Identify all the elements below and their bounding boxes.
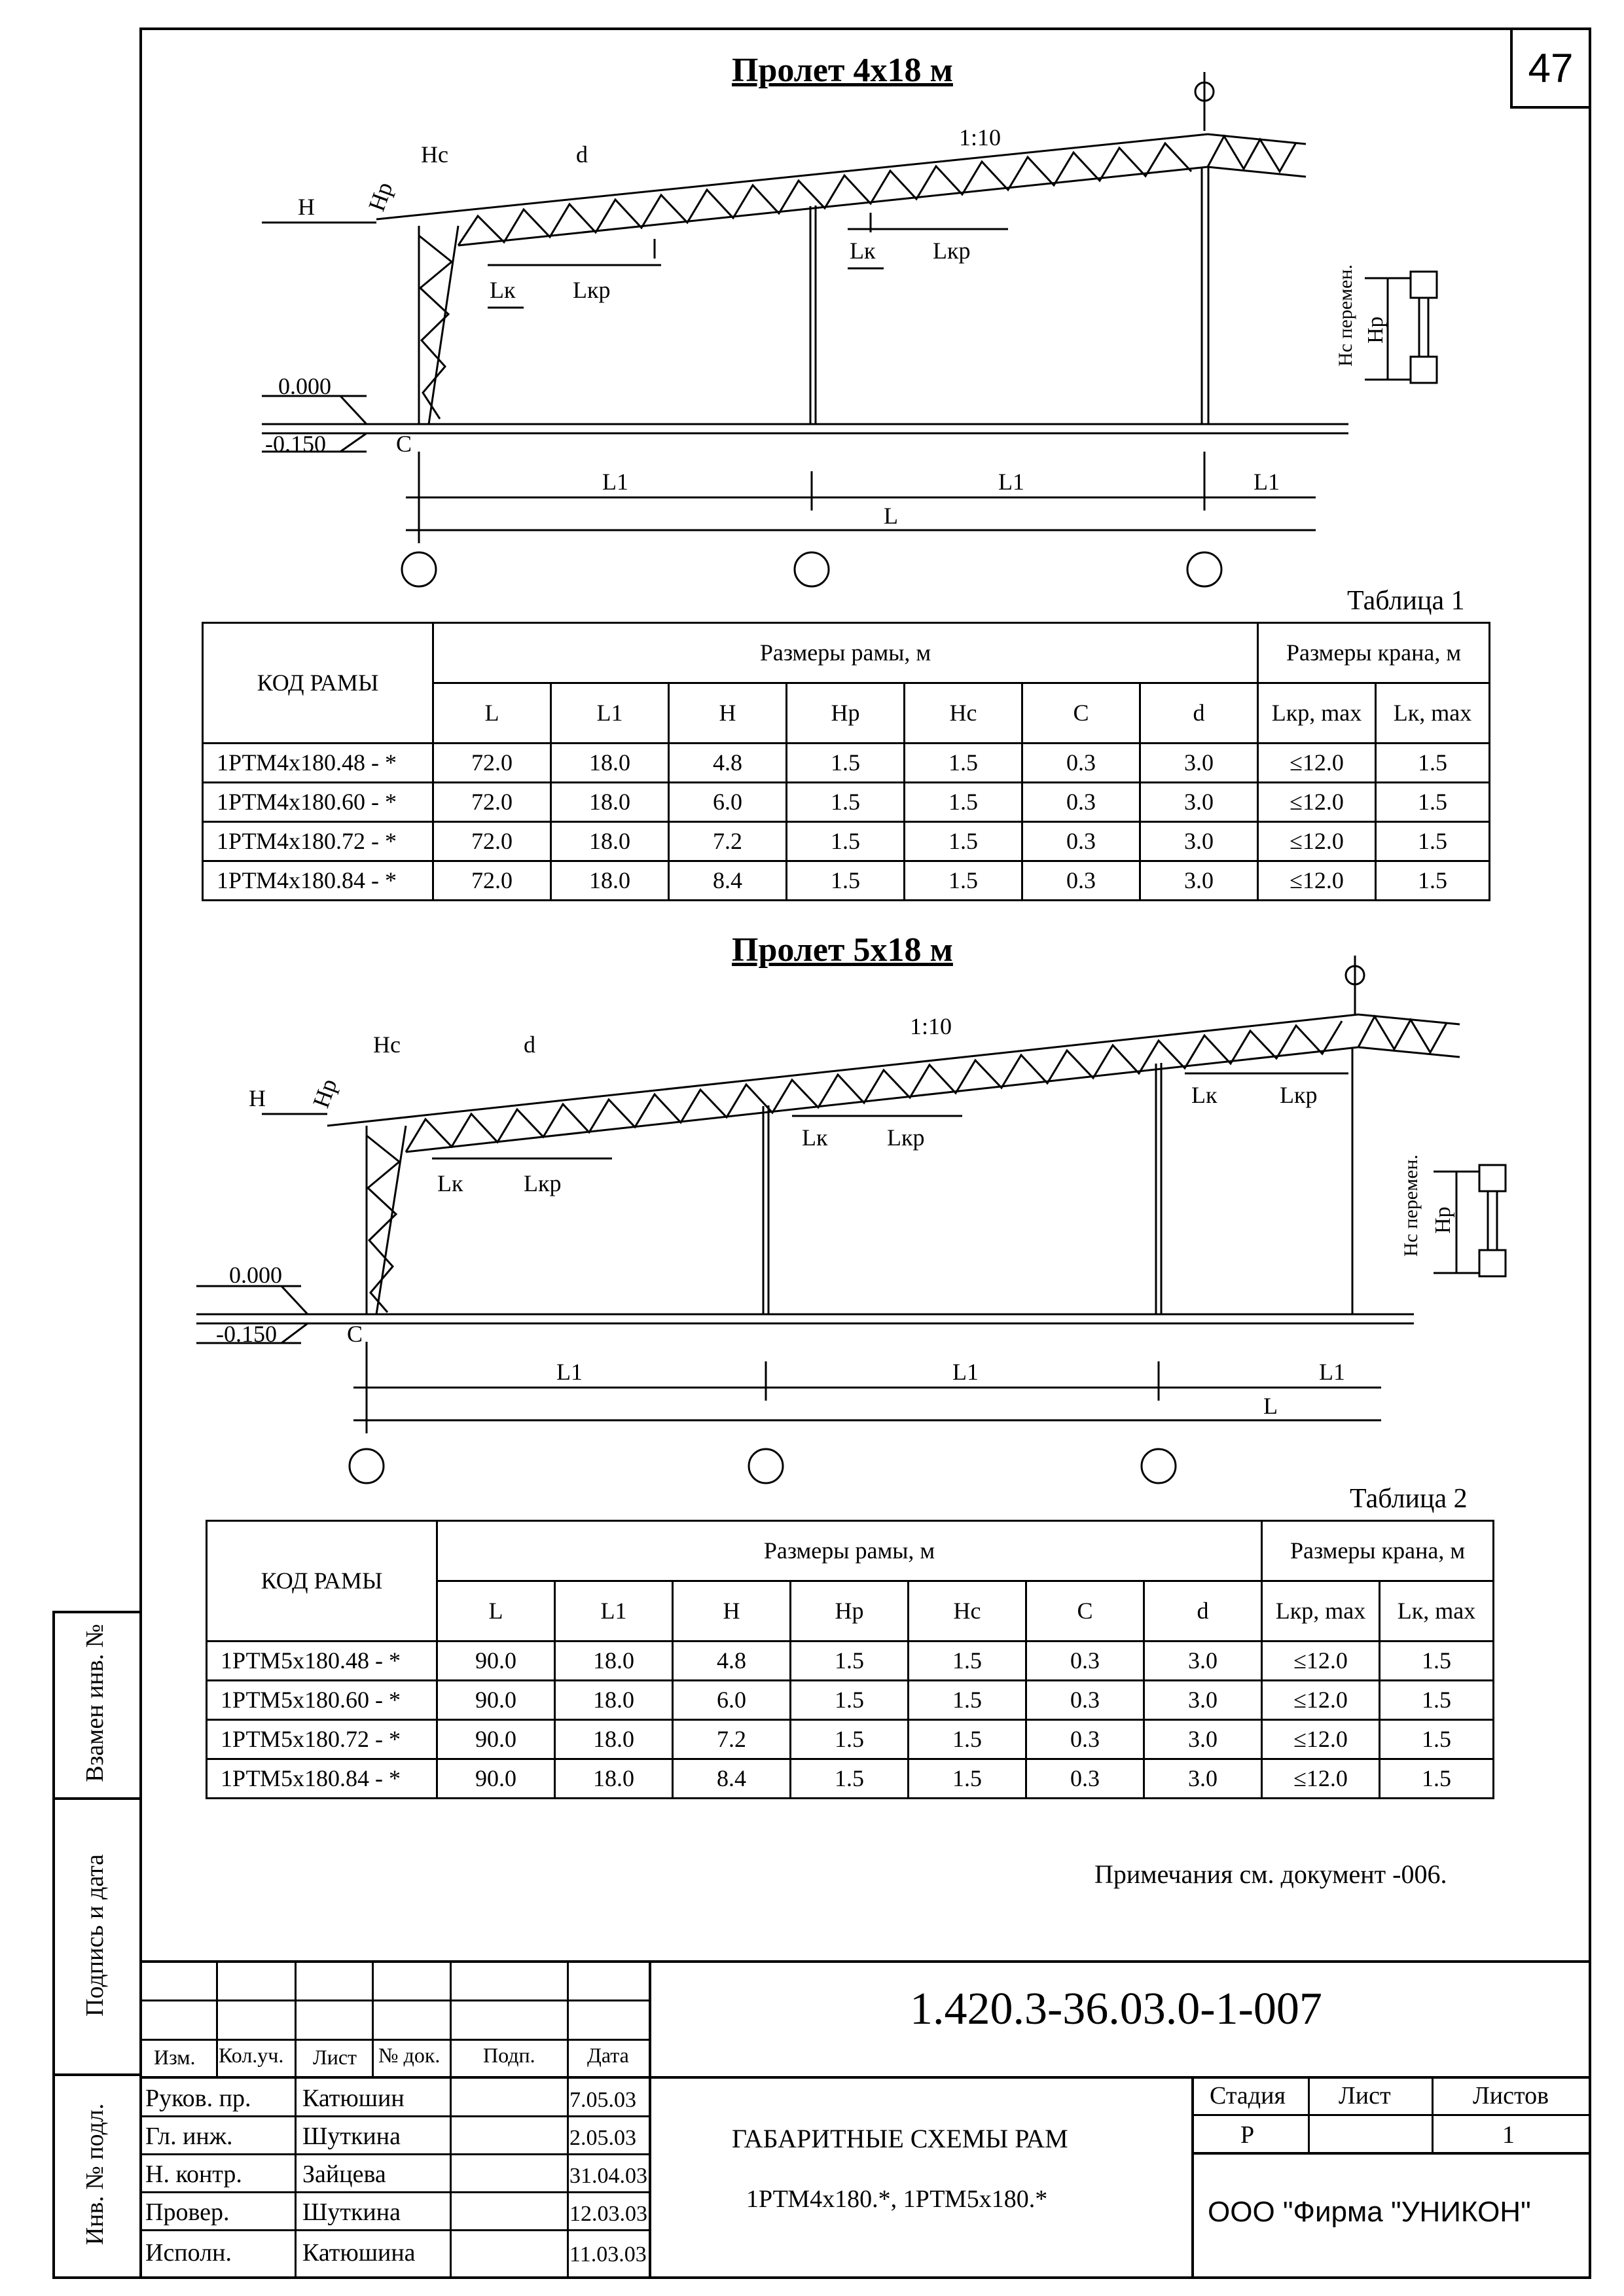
table-row: [203, 861, 1490, 901]
table-cell: 3.0: [1140, 822, 1258, 861]
l1-label-2a: L1: [556, 1359, 583, 1385]
table-cell: 1.5: [787, 744, 905, 783]
table2-col-Lkp: Lкр, max: [1262, 1581, 1380, 1641]
l-label-1: L: [884, 503, 898, 529]
hp-label-1: Нр: [363, 178, 398, 215]
section1-title: Пролет 4х18 м: [732, 52, 953, 89]
tb-line: [139, 2076, 1591, 2079]
table-cell: 1.5: [1380, 1720, 1494, 1759]
tb-line: [450, 1960, 452, 2279]
table-row: [203, 744, 1490, 783]
table-cell: 1.5: [905, 783, 1022, 822]
table-cell: 18.0: [551, 822, 669, 861]
table-cell: 1РТМ5х180.84 - *: [207, 1759, 437, 1799]
table-row: [207, 1759, 1494, 1799]
table-cell: 1.5: [787, 822, 905, 861]
table2-code-header: КОД РАМЫ: [207, 1521, 437, 1641]
table1-col-Lk: Lк, max: [1376, 683, 1490, 744]
table1-col-H: H: [669, 683, 787, 744]
table-row: [207, 1681, 1494, 1720]
tb-line: [139, 2191, 649, 2193]
side-label-inventory: Инв. № подл.: [81, 2103, 109, 2246]
signer-name: Зайцева: [302, 2161, 386, 2188]
table-cell: 90.0: [437, 1641, 555, 1681]
tb-line: [1191, 2114, 1591, 2116]
tb-line: [139, 1960, 1591, 1963]
signer-role: Исполн.: [145, 2239, 232, 2267]
lk-label-2c: Lк: [1191, 1082, 1218, 1108]
table-cell: 1РТМ4х180.72 - *: [203, 822, 433, 861]
lkp-label-1b: Lкр: [933, 238, 971, 264]
lk-label-1b: Lк: [850, 238, 876, 264]
table-cell: 18.0: [555, 1681, 673, 1720]
table2-col-C: С: [1026, 1581, 1144, 1641]
table-cell: 1.5: [787, 783, 905, 822]
sheets-value: 1: [1502, 2121, 1515, 2149]
tb-line: [139, 2153, 649, 2155]
table-cell: 0.3: [1026, 1681, 1144, 1720]
table2-col-Hc: Нс: [909, 1581, 1026, 1641]
side-label-signature: Подпись и дата: [81, 1854, 109, 2017]
signer-date: 7.05.03: [569, 2088, 636, 2112]
rev-header: Подп.: [483, 2043, 535, 2067]
lkp-label-2b: Lкр: [887, 1124, 925, 1151]
table-cell: 1РТМ4х180.84 - *: [203, 861, 433, 901]
table-cell: 1.5: [1376, 822, 1490, 861]
table-cell: 1.5: [909, 1759, 1026, 1799]
table-cell: 0.3: [1022, 861, 1140, 901]
sheets-header: Листов: [1473, 2082, 1549, 2109]
table-cell: 72.0: [433, 822, 551, 861]
table-cell: 1.5: [787, 861, 905, 901]
lkp-label-2a: Lкр: [524, 1170, 562, 1196]
table-cell: 0.3: [1026, 1720, 1144, 1759]
table-cell: 90.0: [437, 1720, 555, 1759]
tb-line: [372, 1960, 374, 2078]
table1-col-Hp: Нр: [787, 683, 905, 744]
table-cell: 1.5: [909, 1641, 1026, 1681]
table1-col-L: L: [433, 683, 551, 744]
table1-col-d: d: [1140, 683, 1258, 744]
lkp-label-2c: Lкр: [1280, 1082, 1318, 1108]
signer-role: Руков. пр.: [145, 2085, 251, 2112]
tb-line: [295, 1960, 297, 2078]
l1-label-2b: L1: [952, 1359, 979, 1385]
table-cell: 72.0: [433, 783, 551, 822]
table-cell: 3.0: [1140, 744, 1258, 783]
frame-diagram-4x18: [0, 0, 1624, 628]
table2-col-H: H: [673, 1581, 791, 1641]
signer-date: 2.05.03: [569, 2126, 636, 2150]
lkp-label-1a: Lкр: [573, 277, 611, 303]
table2-col-L: L: [437, 1581, 555, 1641]
table-cell: ≤12.0: [1258, 822, 1376, 861]
zero-label-2: 0.000: [229, 1262, 282, 1288]
doc-title: ГАБАРИТНЫЕ СХЕМЫ РАМ: [732, 2124, 1068, 2153]
table-cell: 18.0: [555, 1759, 673, 1799]
signer-date: 12.03.03: [569, 2202, 647, 2226]
table-cell: 1РТМ4х180.48 - *: [203, 744, 433, 783]
table1: [202, 622, 1490, 901]
doc-subtitle: 1РТМ4х180.*, 1РТМ5х180.*: [746, 2185, 1048, 2213]
table1-col-Lkp: Lкр, max: [1258, 683, 1376, 744]
l1-label-1b: L1: [998, 469, 1024, 495]
table-cell: 1РТМ5х180.48 - *: [207, 1641, 437, 1681]
table-cell: 1РТМ5х180.72 - *: [207, 1720, 437, 1759]
slope-label-2: 1:10: [910, 1013, 952, 1039]
hp-side-label-2: Нр: [1431, 1206, 1455, 1234]
signer-date: 11.03.03: [569, 2242, 647, 2267]
table-cell: ≤12.0: [1262, 1641, 1380, 1681]
tb-line: [1432, 2076, 1434, 2153]
rev-header: № док.: [378, 2043, 441, 2067]
table-cell: 72.0: [433, 861, 551, 901]
tb-line: [139, 2229, 649, 2231]
table-cell: ≤12.0: [1258, 744, 1376, 783]
table-cell: ≤12.0: [1258, 783, 1376, 822]
table-cell: 1.5: [905, 822, 1022, 861]
table-cell: 0.3: [1026, 1759, 1144, 1799]
h-label-1: H: [298, 194, 315, 220]
table-cell: 3.0: [1140, 861, 1258, 901]
tb-line: [1191, 2152, 1591, 2155]
signer-name: Шуткина: [302, 2123, 401, 2150]
hp-side-label-1: Нр: [1363, 316, 1388, 344]
table-cell: 1.5: [1376, 744, 1490, 783]
table-cell: 3.0: [1140, 783, 1258, 822]
table-cell: 1.5: [1380, 1641, 1494, 1681]
table2-frame-group: Размеры рамы, м: [437, 1521, 1262, 1581]
table-cell: 7.2: [669, 822, 787, 861]
tb-line: [1191, 2076, 1194, 2279]
table-cell: 8.4: [673, 1759, 791, 1799]
rev-header: Дата: [587, 2043, 629, 2067]
table-cell: 0.3: [1022, 822, 1140, 861]
rev-header: Лист: [313, 2045, 357, 2069]
rev-header: Кол.уч.: [219, 2043, 284, 2067]
section2-title: Пролет 5х18 м: [732, 931, 953, 969]
table-row: [203, 783, 1490, 822]
tb-line: [649, 1960, 651, 2279]
table-cell: 18.0: [551, 783, 669, 822]
table-cell: 1.5: [791, 1720, 909, 1759]
h-label-2: H: [249, 1085, 266, 1111]
table-cell: 7.2: [673, 1720, 791, 1759]
table-cell: ≤12.0: [1262, 1759, 1380, 1799]
hp-label-2: Нр: [307, 1075, 342, 1111]
d-label-1: d: [576, 141, 588, 168]
table-cell: 0.3: [1022, 783, 1140, 822]
minus-label-2: -0.150: [216, 1321, 277, 1347]
table1-caption: Таблица 1: [1347, 586, 1465, 616]
l-label-2: L: [1263, 1393, 1278, 1419]
table-cell: ≤12.0: [1262, 1681, 1380, 1720]
hc-var-label-2: Нс перемен.: [1400, 1154, 1422, 1257]
rev-header: Изм.: [154, 2045, 196, 2069]
table-row: [203, 822, 1490, 861]
table-cell: 1.5: [905, 744, 1022, 783]
table-row: [207, 1720, 1494, 1759]
table-cell: 18.0: [551, 861, 669, 901]
table-cell: 4.8: [669, 744, 787, 783]
l1-label-2c: L1: [1319, 1359, 1345, 1385]
table2-col-Lk: Lк, max: [1380, 1581, 1494, 1641]
signer-name: Катюшина: [302, 2239, 416, 2267]
signer-date: 31.04.03: [569, 2164, 647, 2188]
table-cell: 1.5: [1380, 1681, 1494, 1720]
table-cell: 3.0: [1144, 1681, 1262, 1720]
tb-line: [295, 2078, 297, 2279]
table-cell: 3.0: [1144, 1720, 1262, 1759]
minus-label-1: -0.150: [265, 431, 326, 457]
table-cell: 4.8: [673, 1641, 791, 1681]
table-cell: 1РТМ5х180.60 - *: [207, 1681, 437, 1720]
c-label-2: С: [347, 1321, 363, 1347]
signer-role: Гл. инж.: [145, 2123, 233, 2150]
tb-line: [1308, 2076, 1310, 2153]
table2-crane-group: Размеры крана, м: [1262, 1521, 1494, 1581]
frame-diagram-5x18: [0, 942, 1624, 1505]
hc-label-1: Нс: [421, 141, 448, 168]
table1-col-L1: L1: [551, 683, 669, 744]
l1-label-1c: L1: [1254, 469, 1280, 495]
table-cell: 72.0: [433, 744, 551, 783]
zero-label-1: 0.000: [278, 373, 331, 399]
table-cell: ≤12.0: [1262, 1720, 1380, 1759]
table-cell: 1.5: [1376, 861, 1490, 901]
table1-code-header: КОД РАМЫ: [203, 623, 433, 744]
table-cell: 0.3: [1026, 1641, 1144, 1681]
sheet-header: Лист: [1339, 2082, 1391, 2109]
table-cell: 1.5: [905, 861, 1022, 901]
table-cell: 1.5: [1376, 783, 1490, 822]
table1-col-Hc: Нс: [905, 683, 1022, 744]
doc-code: 1.420.3-36.03.0-1-007: [910, 1984, 1322, 2034]
l1-label-1a: L1: [602, 469, 628, 495]
lk-label-1a: Lк: [490, 277, 516, 303]
table-cell: 1.5: [791, 1641, 909, 1681]
table1-crane-group: Размеры крана, м: [1258, 623, 1490, 683]
hc-label-2: Нс: [373, 1031, 401, 1058]
table-cell: 6.0: [669, 783, 787, 822]
slope-label-1: 1:10: [959, 124, 1001, 151]
tb-line: [139, 2115, 649, 2117]
table-cell: 90.0: [437, 1759, 555, 1799]
table2: [206, 1520, 1494, 1799]
table-cell: 6.0: [673, 1681, 791, 1720]
lk-label-2b: Lк: [802, 1124, 828, 1151]
table-cell: 0.3: [1022, 744, 1140, 783]
table-cell: 1.5: [791, 1759, 909, 1799]
table-cell: 18.0: [555, 1720, 673, 1759]
table-cell: 1.5: [909, 1681, 1026, 1720]
company-name: ООО "Фирма "УНИКОН": [1208, 2196, 1531, 2228]
signer-name: Шуткина: [302, 2198, 401, 2226]
table-cell: 3.0: [1144, 1759, 1262, 1799]
table-cell: 18.0: [551, 744, 669, 783]
table-cell: ≤12.0: [1258, 861, 1376, 901]
table2-caption: Таблица 2: [1350, 1484, 1468, 1514]
table-cell: 18.0: [555, 1641, 673, 1681]
signer-role: Н. контр.: [145, 2161, 242, 2188]
table2-col-L1: L1: [555, 1581, 673, 1641]
table-row: [207, 1641, 1494, 1681]
stage-header: Стадия: [1210, 2082, 1286, 2109]
side-label-replace: Взамен инв. №: [81, 1624, 109, 1782]
tb-line: [567, 1960, 569, 2279]
stage-value: Р: [1240, 2121, 1255, 2149]
signer-role: Провер.: [145, 2198, 230, 2226]
table-cell: 90.0: [437, 1681, 555, 1720]
d-label-2: d: [524, 1031, 535, 1058]
signer-name: Катюшин: [302, 2085, 405, 2112]
sheet-number: 47: [1510, 27, 1591, 109]
table-cell: 1.5: [909, 1720, 1026, 1759]
table1-col-C: С: [1022, 683, 1140, 744]
table2-col-d: d: [1144, 1581, 1262, 1641]
tb-line: [216, 1960, 218, 2078]
table-cell: 1.5: [791, 1681, 909, 1720]
table-cell: 1.5: [1380, 1759, 1494, 1799]
lk-label-2a: Lк: [437, 1170, 463, 1196]
table-cell: 3.0: [1144, 1641, 1262, 1681]
table2-col-Hp: Нр: [791, 1581, 909, 1641]
table-cell: 1РТМ4х180.60 - *: [203, 783, 433, 822]
c-label-1: С: [396, 431, 412, 457]
hc-var-label-1: Нс перемен.: [1335, 264, 1356, 367]
table-cell: 8.4: [669, 861, 787, 901]
note-text: Примечания см. документ -006.: [1094, 1859, 1447, 1889]
table1-frame-group: Размеры рамы, м: [433, 623, 1258, 683]
